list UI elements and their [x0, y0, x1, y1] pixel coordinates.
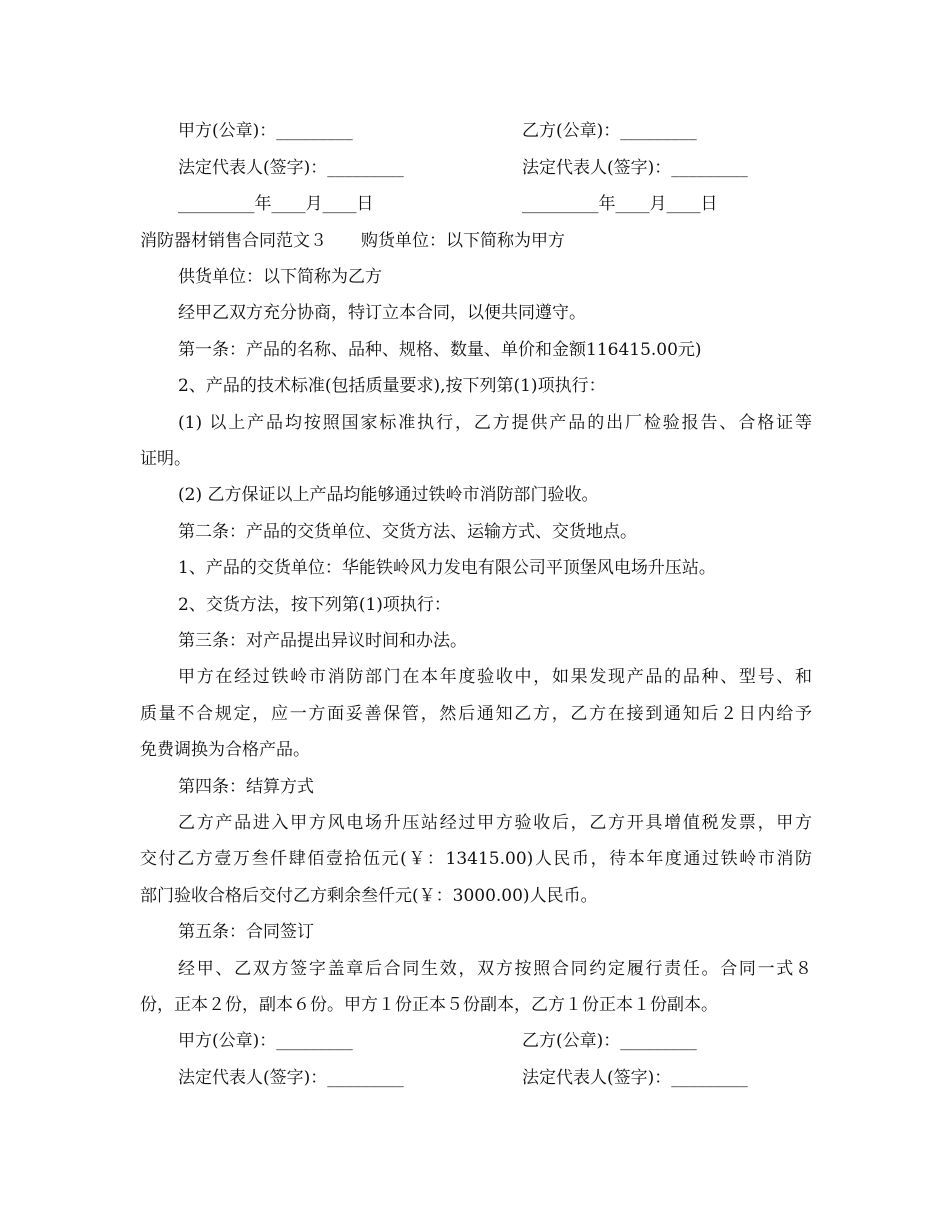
party-a-seal: 甲方(公章)：_________	[178, 121, 353, 141]
paragraph: 供货单位：以下简称为乙方	[178, 267, 382, 287]
article-heading: 第五条：合同签订	[178, 922, 314, 942]
party-b-representative: 法定代表人(签字)：_________	[522, 1068, 748, 1088]
paragraph-continuation: 交付乙方壹万叁仟肆佰壹拾伍元(￥：13415.00)人民币，待本年度通过铁岭市消防	[140, 849, 812, 869]
paragraph-continuation: 部门验收合格后交付乙方剩余叁仟元(￥：3000.00)人民币。	[140, 886, 598, 906]
article-heading: 第二条：产品的交货单位、交货方法、运输方式、交货地点。	[178, 522, 637, 542]
paragraph: 2、交货方法，按下列第(1)项执行：	[178, 595, 451, 615]
paragraph: 1、产品的交货单位：华能铁岭风力发电有限公司平顶堡风电场升压站。	[178, 558, 716, 578]
party-a-seal: 甲方(公章)：_________	[178, 1031, 353, 1051]
party-a-representative: 法定代表人(签字)：_________	[178, 158, 404, 178]
contract-title-line: 消防器材销售合同范文３ 购货单位：以下简称为甲方	[140, 231, 565, 251]
article-heading: 第四条：结算方式	[178, 777, 314, 797]
party-a-representative: 法定代表人(签字)：_________	[178, 1068, 404, 1088]
paragraph-continuation: 份，正本２份，副本６份。甲方１份正本５份副本，乙方１份正本１份副本。	[140, 995, 718, 1015]
party-a-date: _________年____月____日	[178, 194, 374, 214]
paragraph: (1) 以上产品均按照国家标准执行，乙方提供产品的出厂检验报告、合格证等	[178, 413, 812, 433]
paragraph-continuation: 证明。	[140, 449, 191, 469]
paragraph-continuation: 质量不合规定，应一方面妥善保管，然后通知乙方，乙方在接到通知后２日内给予	[140, 704, 812, 724]
paragraph: 经甲、乙双方签字盖章后合同生效，双方按照合同约定履行责任。合同一式８	[178, 959, 812, 979]
paragraph: 2、产品的技术标准(包括质量要求),按下列第(1)项执行：	[178, 376, 606, 396]
paragraph: 乙方产品进入甲方风电场升压站经过甲方验收后，乙方开具增值税发票，甲方	[178, 813, 812, 833]
party-b-seal: 乙方(公章)：_________	[522, 121, 697, 141]
paragraph-continuation: 免费调换为合格产品。	[140, 740, 310, 760]
article-heading: 第一条：产品的名称、品种、规格、数量、单价和金额116415.00元)	[178, 340, 702, 360]
paragraph: (2) 乙方保证以上产品均能够通过铁岭市消防部门验收。	[178, 485, 599, 505]
party-b-representative: 法定代表人(签字)：_________	[522, 158, 748, 178]
article-heading: 第三条：对产品提出异议时间和办法。	[178, 631, 467, 651]
paragraph: 甲方在经过铁岭市消防部门在本年度验收中，如果发现产品的品种、型号、和	[178, 667, 812, 687]
paragraph: 经甲乙双方充分协商，特订立本合同，以便共同遵守。	[178, 303, 586, 323]
party-b-date: _________年____月____日	[522, 194, 718, 214]
party-b-seal: 乙方(公章)：_________	[522, 1031, 697, 1051]
